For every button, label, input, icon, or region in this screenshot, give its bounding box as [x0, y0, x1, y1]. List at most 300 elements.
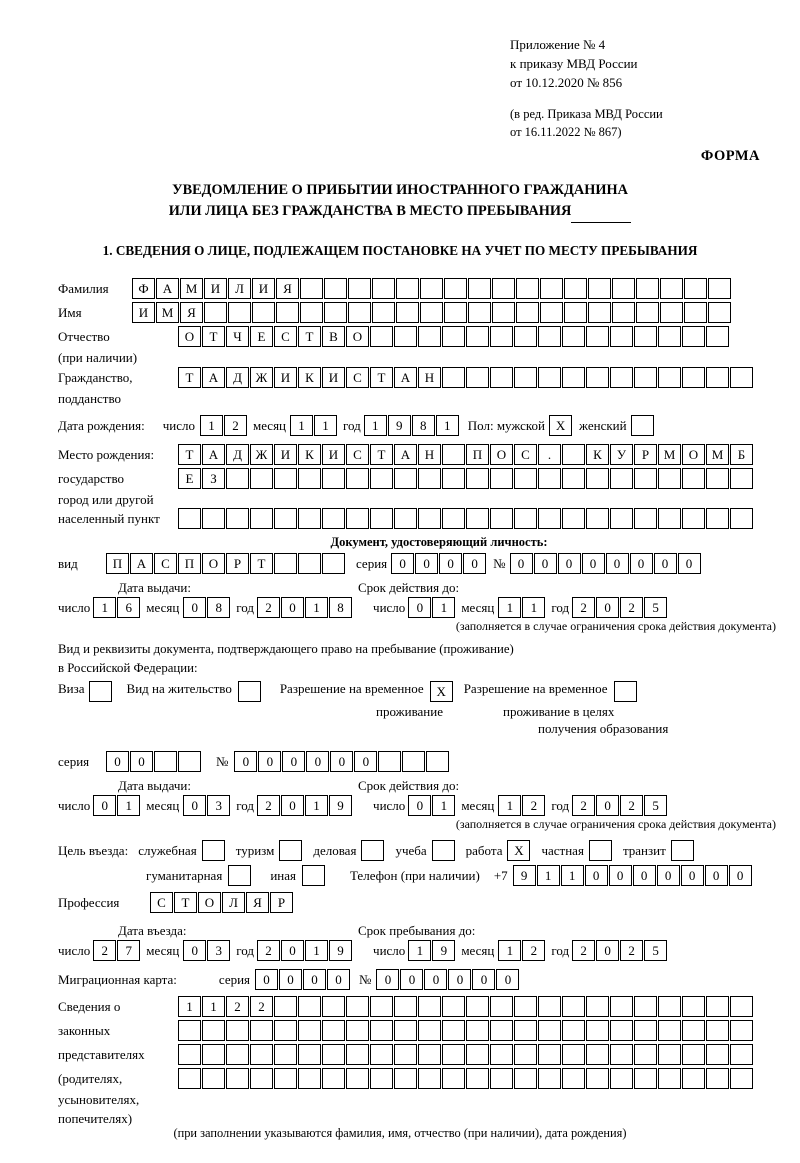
- cell[interactable]: 0: [681, 865, 704, 886]
- cell[interactable]: С: [150, 892, 173, 913]
- cell[interactable]: [610, 367, 633, 388]
- cell[interactable]: 0: [657, 865, 680, 886]
- cell[interactable]: 6: [117, 597, 140, 618]
- cell[interactable]: [634, 468, 657, 489]
- cell[interactable]: [682, 1044, 705, 1065]
- cell[interactable]: [682, 1068, 705, 1089]
- cell[interactable]: [402, 751, 425, 772]
- cell[interactable]: Т: [298, 326, 321, 347]
- cell[interactable]: [684, 278, 707, 299]
- cell[interactable]: [634, 1020, 657, 1041]
- cell[interactable]: [562, 996, 585, 1017]
- cell[interactable]: [178, 751, 201, 772]
- cell[interactable]: [730, 508, 753, 529]
- cell[interactable]: 2: [226, 996, 249, 1017]
- cell[interactable]: [682, 508, 705, 529]
- cell[interactable]: Т: [178, 367, 201, 388]
- cell[interactable]: [490, 468, 513, 489]
- cell[interactable]: [274, 996, 297, 1017]
- cell[interactable]: М: [180, 278, 203, 299]
- entry-day-input[interactable]: [93, 940, 141, 961]
- legal-rep-row-2[interactable]: [178, 1020, 754, 1041]
- cell[interactable]: [226, 1020, 249, 1041]
- cell[interactable]: [202, 1068, 225, 1089]
- cell[interactable]: 1: [436, 415, 459, 436]
- cell[interactable]: [444, 278, 467, 299]
- cell[interactable]: [468, 278, 491, 299]
- cell[interactable]: [466, 367, 489, 388]
- cell[interactable]: 0: [606, 553, 629, 574]
- cell[interactable]: 0: [327, 969, 350, 990]
- cell[interactable]: 0: [424, 969, 447, 990]
- cell[interactable]: 9: [388, 415, 411, 436]
- mig-series-input[interactable]: [255, 969, 351, 990]
- cell[interactable]: А: [130, 553, 153, 574]
- cell[interactable]: [346, 468, 369, 489]
- purpose-checkbox-0[interactable]: [202, 840, 225, 861]
- cell[interactable]: 5: [644, 597, 667, 618]
- cell[interactable]: 2: [620, 795, 643, 816]
- cell[interactable]: 3: [207, 940, 230, 961]
- cell[interactable]: 1: [561, 865, 584, 886]
- cell[interactable]: 0: [279, 969, 302, 990]
- cell[interactable]: 0: [596, 795, 619, 816]
- cell[interactable]: 0: [729, 865, 752, 886]
- purpose2-checkbox-0[interactable]: [228, 865, 251, 886]
- cell[interactable]: П: [466, 444, 489, 465]
- cell[interactable]: [274, 1068, 297, 1089]
- cell[interactable]: [516, 302, 539, 323]
- stayuntil-day-input[interactable]: [408, 940, 456, 961]
- cell[interactable]: [154, 751, 177, 772]
- cell[interactable]: 0: [558, 553, 581, 574]
- cell[interactable]: 0: [281, 597, 304, 618]
- cell[interactable]: 1: [498, 940, 521, 961]
- cell[interactable]: 1: [290, 415, 313, 436]
- cell[interactable]: 2: [620, 597, 643, 618]
- cell[interactable]: Р: [226, 553, 249, 574]
- cell[interactable]: О: [202, 553, 225, 574]
- cell[interactable]: [658, 367, 681, 388]
- cell[interactable]: [322, 996, 345, 1017]
- cell[interactable]: 1: [537, 865, 560, 886]
- cell[interactable]: И: [204, 278, 227, 299]
- cell[interactable]: [706, 508, 729, 529]
- cell[interactable]: [730, 1044, 753, 1065]
- cell[interactable]: [586, 326, 609, 347]
- cell[interactable]: [612, 302, 635, 323]
- cell[interactable]: [586, 1068, 609, 1089]
- cell[interactable]: [634, 326, 657, 347]
- cell[interactable]: 0: [183, 940, 206, 961]
- cell[interactable]: М: [156, 302, 179, 323]
- cell[interactable]: [466, 1020, 489, 1041]
- cell[interactable]: 2: [522, 795, 545, 816]
- cell[interactable]: [564, 278, 587, 299]
- cell[interactable]: [238, 681, 261, 702]
- cell[interactable]: [706, 367, 729, 388]
- cell[interactable]: Ж: [250, 444, 273, 465]
- cell[interactable]: [706, 468, 729, 489]
- cell[interactable]: [204, 302, 227, 323]
- cell[interactable]: С: [274, 326, 297, 347]
- cell[interactable]: [466, 508, 489, 529]
- stay-number-input[interactable]: [234, 751, 450, 772]
- cell[interactable]: [300, 278, 323, 299]
- cell[interactable]: 8: [207, 597, 230, 618]
- cell[interactable]: [394, 508, 417, 529]
- cell[interactable]: И: [322, 367, 345, 388]
- cell[interactable]: [682, 367, 705, 388]
- cell[interactable]: [682, 996, 705, 1017]
- cell[interactable]: [394, 468, 417, 489]
- cell[interactable]: 1: [522, 597, 545, 618]
- cell[interactable]: [444, 302, 467, 323]
- cell[interactable]: [274, 508, 297, 529]
- cell[interactable]: [442, 444, 465, 465]
- cell[interactable]: Л: [222, 892, 245, 913]
- cell[interactable]: [514, 508, 537, 529]
- cell[interactable]: [631, 415, 654, 436]
- cell[interactable]: [226, 508, 249, 529]
- valid-year-input[interactable]: [572, 597, 668, 618]
- cell[interactable]: П: [106, 553, 129, 574]
- cell[interactable]: [634, 996, 657, 1017]
- cell[interactable]: 2: [257, 940, 280, 961]
- cell[interactable]: [730, 1068, 753, 1089]
- cell[interactable]: И: [322, 444, 345, 465]
- phone-input[interactable]: [513, 865, 753, 886]
- cell[interactable]: [516, 278, 539, 299]
- cell[interactable]: [634, 1044, 657, 1065]
- birth-month-input[interactable]: [290, 415, 338, 436]
- edu-residence-checkbox[interactable]: [614, 681, 638, 702]
- purpose-checkbox-4[interactable]: Х: [507, 840, 530, 861]
- cell[interactable]: [370, 996, 393, 1017]
- cell[interactable]: [202, 1020, 225, 1041]
- cell[interactable]: 9: [513, 865, 536, 886]
- cell[interactable]: 1: [117, 795, 140, 816]
- cell[interactable]: Т: [370, 444, 393, 465]
- cell[interactable]: [706, 996, 729, 1017]
- cell[interactable]: Е: [250, 326, 273, 347]
- cell[interactable]: [378, 751, 401, 772]
- cell[interactable]: [706, 1068, 729, 1089]
- cell[interactable]: Ч: [226, 326, 249, 347]
- cell[interactable]: [706, 1020, 729, 1041]
- stay-issue-day-input[interactable]: [93, 795, 141, 816]
- cell[interactable]: [252, 302, 275, 323]
- cell[interactable]: [610, 326, 633, 347]
- mig-number-input[interactable]: [376, 969, 520, 990]
- cell[interactable]: 1: [202, 996, 225, 1017]
- doc-kind-input[interactable]: [106, 553, 346, 574]
- cell[interactable]: 0: [93, 795, 116, 816]
- cell[interactable]: 0: [376, 969, 399, 990]
- cell[interactable]: [538, 1044, 561, 1065]
- cell[interactable]: [396, 302, 419, 323]
- cell[interactable]: 0: [472, 969, 495, 990]
- cell[interactable]: С: [514, 444, 537, 465]
- cell[interactable]: Я: [246, 892, 269, 913]
- birthplace-row-3[interactable]: [178, 508, 754, 529]
- cell[interactable]: [660, 278, 683, 299]
- doc-number-input[interactable]: [510, 553, 702, 574]
- cell[interactable]: 2: [257, 795, 280, 816]
- cell[interactable]: А: [202, 367, 225, 388]
- cell[interactable]: 1: [498, 597, 521, 618]
- cell[interactable]: Ф: [132, 278, 155, 299]
- cell[interactable]: [442, 1044, 465, 1065]
- cell[interactable]: 1: [432, 795, 455, 816]
- cell[interactable]: [730, 1020, 753, 1041]
- cell[interactable]: 0: [281, 795, 304, 816]
- cell[interactable]: [466, 326, 489, 347]
- stayuntil-year-input[interactable]: [572, 940, 668, 961]
- cell[interactable]: [250, 1068, 273, 1089]
- cell[interactable]: [658, 1020, 681, 1041]
- cell[interactable]: 1: [305, 795, 328, 816]
- cell[interactable]: [490, 1068, 513, 1089]
- cell[interactable]: 0: [106, 751, 129, 772]
- cell[interactable]: 2: [572, 940, 595, 961]
- cell[interactable]: [274, 468, 297, 489]
- purpose-checkbox-3[interactable]: [432, 840, 455, 861]
- cell[interactable]: Р: [634, 444, 657, 465]
- cell[interactable]: [466, 996, 489, 1017]
- cell[interactable]: [418, 326, 441, 347]
- cell[interactable]: [492, 278, 515, 299]
- cell[interactable]: [586, 508, 609, 529]
- cell[interactable]: 0: [400, 969, 423, 990]
- cell[interactable]: [490, 326, 513, 347]
- cell[interactable]: [442, 508, 465, 529]
- cell[interactable]: 0: [303, 969, 326, 990]
- cell[interactable]: [442, 326, 465, 347]
- cell[interactable]: [658, 508, 681, 529]
- cell[interactable]: 0: [678, 553, 701, 574]
- cell[interactable]: З: [202, 468, 225, 489]
- cell[interactable]: [324, 302, 347, 323]
- cell[interactable]: [394, 1044, 417, 1065]
- cell[interactable]: 0: [534, 553, 557, 574]
- cell[interactable]: М: [658, 444, 681, 465]
- purpose2-checkbox-1[interactable]: [302, 865, 325, 886]
- cell[interactable]: [514, 468, 537, 489]
- cell[interactable]: [562, 326, 585, 347]
- cell[interactable]: [562, 1068, 585, 1089]
- cell[interactable]: 0: [633, 865, 656, 886]
- cell[interactable]: [610, 468, 633, 489]
- stayuntil-month-input[interactable]: [498, 940, 546, 961]
- cell[interactable]: 0: [306, 751, 329, 772]
- cell[interactable]: [682, 468, 705, 489]
- cell[interactable]: К: [298, 367, 321, 388]
- cell[interactable]: Т: [370, 367, 393, 388]
- cell[interactable]: [418, 1068, 441, 1089]
- cell[interactable]: О: [490, 444, 513, 465]
- cell[interactable]: 0: [596, 597, 619, 618]
- cell[interactable]: Т: [202, 326, 225, 347]
- cell[interactable]: [586, 1044, 609, 1065]
- cell[interactable]: [346, 1020, 369, 1041]
- cell[interactable]: У: [610, 444, 633, 465]
- cell[interactable]: О: [178, 326, 201, 347]
- cell[interactable]: 0: [258, 751, 281, 772]
- cell[interactable]: Р: [270, 892, 293, 913]
- cell[interactable]: И: [274, 444, 297, 465]
- cell[interactable]: Т: [174, 892, 197, 913]
- cell[interactable]: [396, 278, 419, 299]
- cell[interactable]: [514, 367, 537, 388]
- cell[interactable]: А: [394, 367, 417, 388]
- cell[interactable]: 5: [644, 795, 667, 816]
- cell[interactable]: [562, 444, 585, 465]
- cell[interactable]: [588, 302, 611, 323]
- sex-male-checkbox[interactable]: [549, 415, 573, 436]
- cell[interactable]: [562, 1020, 585, 1041]
- cell[interactable]: [490, 1044, 513, 1065]
- cell[interactable]: К: [298, 444, 321, 465]
- cell[interactable]: М: [706, 444, 729, 465]
- cell[interactable]: [298, 508, 321, 529]
- cell[interactable]: [514, 1020, 537, 1041]
- purpose-checkbox-2[interactable]: [361, 840, 384, 861]
- cell[interactable]: [562, 1044, 585, 1065]
- cell[interactable]: С: [346, 367, 369, 388]
- cell[interactable]: А: [202, 444, 225, 465]
- cell[interactable]: [420, 278, 443, 299]
- cell[interactable]: 0: [496, 969, 519, 990]
- cell[interactable]: 1: [432, 597, 455, 618]
- cell[interactable]: 0: [282, 751, 305, 772]
- cell[interactable]: [442, 996, 465, 1017]
- cell[interactable]: [300, 302, 323, 323]
- cell[interactable]: 9: [329, 795, 352, 816]
- cell[interactable]: 2: [620, 940, 643, 961]
- cell[interactable]: 0: [130, 751, 153, 772]
- cell[interactable]: [394, 1020, 417, 1041]
- cell[interactable]: [660, 302, 683, 323]
- cell[interactable]: 0: [439, 553, 462, 574]
- cell[interactable]: [442, 1020, 465, 1041]
- cell[interactable]: Т: [250, 553, 273, 574]
- cell[interactable]: [322, 1068, 345, 1089]
- cell[interactable]: 0: [183, 597, 206, 618]
- cell[interactable]: 1: [178, 996, 201, 1017]
- cell[interactable]: 2: [572, 597, 595, 618]
- cell[interactable]: 1: [364, 415, 387, 436]
- cell[interactable]: [370, 1068, 393, 1089]
- cell[interactable]: 5: [644, 940, 667, 961]
- cell[interactable]: [298, 1020, 321, 1041]
- cell[interactable]: 2: [93, 940, 116, 961]
- cell[interactable]: [514, 1044, 537, 1065]
- cell[interactable]: [418, 468, 441, 489]
- cell[interactable]: [298, 1068, 321, 1089]
- cell[interactable]: Х: [430, 681, 453, 702]
- cell[interactable]: [346, 1068, 369, 1089]
- cell[interactable]: 1: [314, 415, 337, 436]
- entry-year-input[interactable]: [257, 940, 353, 961]
- cell[interactable]: 2: [572, 795, 595, 816]
- cell[interactable]: [468, 302, 491, 323]
- cell[interactable]: Х: [549, 415, 572, 436]
- cell[interactable]: [708, 278, 731, 299]
- cell[interactable]: [610, 1044, 633, 1065]
- cell[interactable]: [276, 302, 299, 323]
- cell[interactable]: [490, 367, 513, 388]
- cell[interactable]: [538, 508, 561, 529]
- cell[interactable]: 0: [408, 597, 431, 618]
- cell[interactable]: 0: [582, 553, 605, 574]
- cell[interactable]: [370, 1044, 393, 1065]
- cell[interactable]: О: [682, 444, 705, 465]
- cell[interactable]: [684, 302, 707, 323]
- cell[interactable]: Д: [226, 444, 249, 465]
- cell[interactable]: [394, 1068, 417, 1089]
- cell[interactable]: [274, 553, 297, 574]
- cell[interactable]: [538, 1020, 561, 1041]
- cell[interactable]: [324, 278, 347, 299]
- visa-checkbox[interactable]: [89, 681, 113, 702]
- birthplace-row-1[interactable]: [178, 444, 754, 465]
- cell[interactable]: [538, 996, 561, 1017]
- cell[interactable]: О: [198, 892, 221, 913]
- cell[interactable]: Я: [276, 278, 299, 299]
- cell[interactable]: [346, 1044, 369, 1065]
- cell[interactable]: [586, 367, 609, 388]
- cell[interactable]: [730, 468, 753, 489]
- birthplace-row-2[interactable]: [178, 468, 754, 489]
- cell[interactable]: 0: [408, 795, 431, 816]
- cell[interactable]: [420, 302, 443, 323]
- cell[interactable]: [370, 1020, 393, 1041]
- cell[interactable]: С: [154, 553, 177, 574]
- entry-month-input[interactable]: [183, 940, 231, 961]
- cell[interactable]: [586, 996, 609, 1017]
- cell[interactable]: 0: [281, 940, 304, 961]
- cell[interactable]: [514, 326, 537, 347]
- purpose-checkbox-1[interactable]: [279, 840, 302, 861]
- cell[interactable]: [634, 1068, 657, 1089]
- cell[interactable]: [226, 468, 249, 489]
- cell[interactable]: [492, 302, 515, 323]
- cell[interactable]: О: [346, 326, 369, 347]
- cell[interactable]: [178, 1044, 201, 1065]
- cell[interactable]: 3: [207, 795, 230, 816]
- cell[interactable]: [322, 508, 345, 529]
- cell[interactable]: И: [274, 367, 297, 388]
- cell[interactable]: [274, 1020, 297, 1041]
- cell[interactable]: [442, 468, 465, 489]
- cell[interactable]: [636, 302, 659, 323]
- cell[interactable]: [226, 1068, 249, 1089]
- cell[interactable]: [226, 1044, 249, 1065]
- cell[interactable]: [586, 468, 609, 489]
- cell[interactable]: [322, 553, 345, 574]
- cell[interactable]: 0: [463, 553, 486, 574]
- birth-year-input[interactable]: [364, 415, 460, 436]
- cell[interactable]: [490, 1020, 513, 1041]
- cell[interactable]: 8: [412, 415, 435, 436]
- patronymic-input[interactable]: [178, 326, 730, 347]
- stay-issue-month-input[interactable]: [183, 795, 231, 816]
- cell[interactable]: [706, 326, 729, 347]
- issue-month-input[interactable]: [183, 597, 231, 618]
- cell[interactable]: 1: [408, 940, 431, 961]
- issue-day-input[interactable]: [93, 597, 141, 618]
